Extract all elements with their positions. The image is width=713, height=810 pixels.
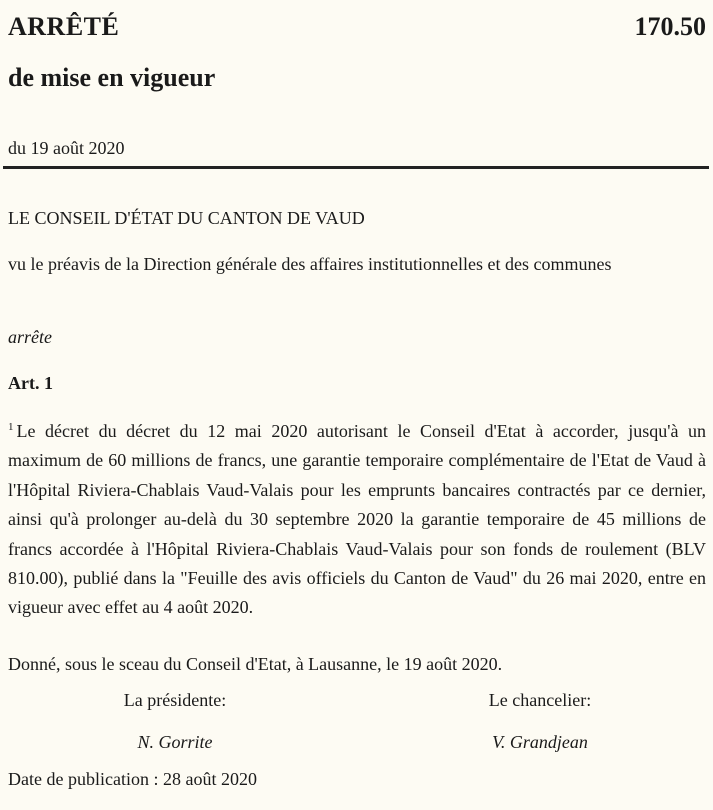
president-name: N. Gorrite: [137, 732, 213, 752]
header-divider: [3, 166, 709, 169]
chancellor-role: Le chancelier:: [488, 690, 592, 710]
article-title: Art. 1: [8, 373, 53, 393]
document-date: du 19 août 2020: [8, 138, 125, 158]
paragraph-text: Le décret du décret du 12 mai 2020 autorisant le Conseil d'Etat à accorder, jusqu'à un maximum de 60 millions de francs, une garantie temporaire complémentaire de l'Etat de Vaud à l'Hôpital Riviera-Chablais Vaud-Valais pour les emprunts bancaires contractés par ce dernier, ainsi qu'à prolonger au-delà du 30 septembre 2020 la garantie temporaire de 45 millions de francs accordée à l'Hôpital Riviera-Chablais Vaud-Valais pour son fonds de roulement (BLV 810.00), publié dans la "Feuille des avis officiels du Canton de Vaud" du 26 mai 2020, entre en vigueur avec effet au 4 août 2020.: [8, 421, 706, 618]
publication-date: Date de publication : 28 août 2020: [8, 769, 257, 789]
document-title: ARRÊTÉ: [8, 12, 120, 41]
paragraph-number: 1: [8, 421, 14, 433]
article-paragraph: [8, 413, 706, 623]
given-statement: Donné, sous le sceau du Conseil d'Etat, à Lausanne, le 19 août 2020.: [8, 654, 503, 674]
preavis-text: vu le préavis de la Direction générale des affaires institutionnelles et des communes: [8, 254, 612, 274]
council-heading: LE CONSEIL D'ÉTAT DU CANTON DE VAUD: [8, 208, 365, 228]
chancellor-name: V. Grandjean: [492, 732, 588, 752]
document-subtitle: de mise en vigueur: [8, 63, 216, 92]
president-role: La présidente:: [123, 690, 227, 710]
arrete-text: arrête: [8, 327, 52, 347]
document-number: 170.50: [634, 12, 706, 41]
